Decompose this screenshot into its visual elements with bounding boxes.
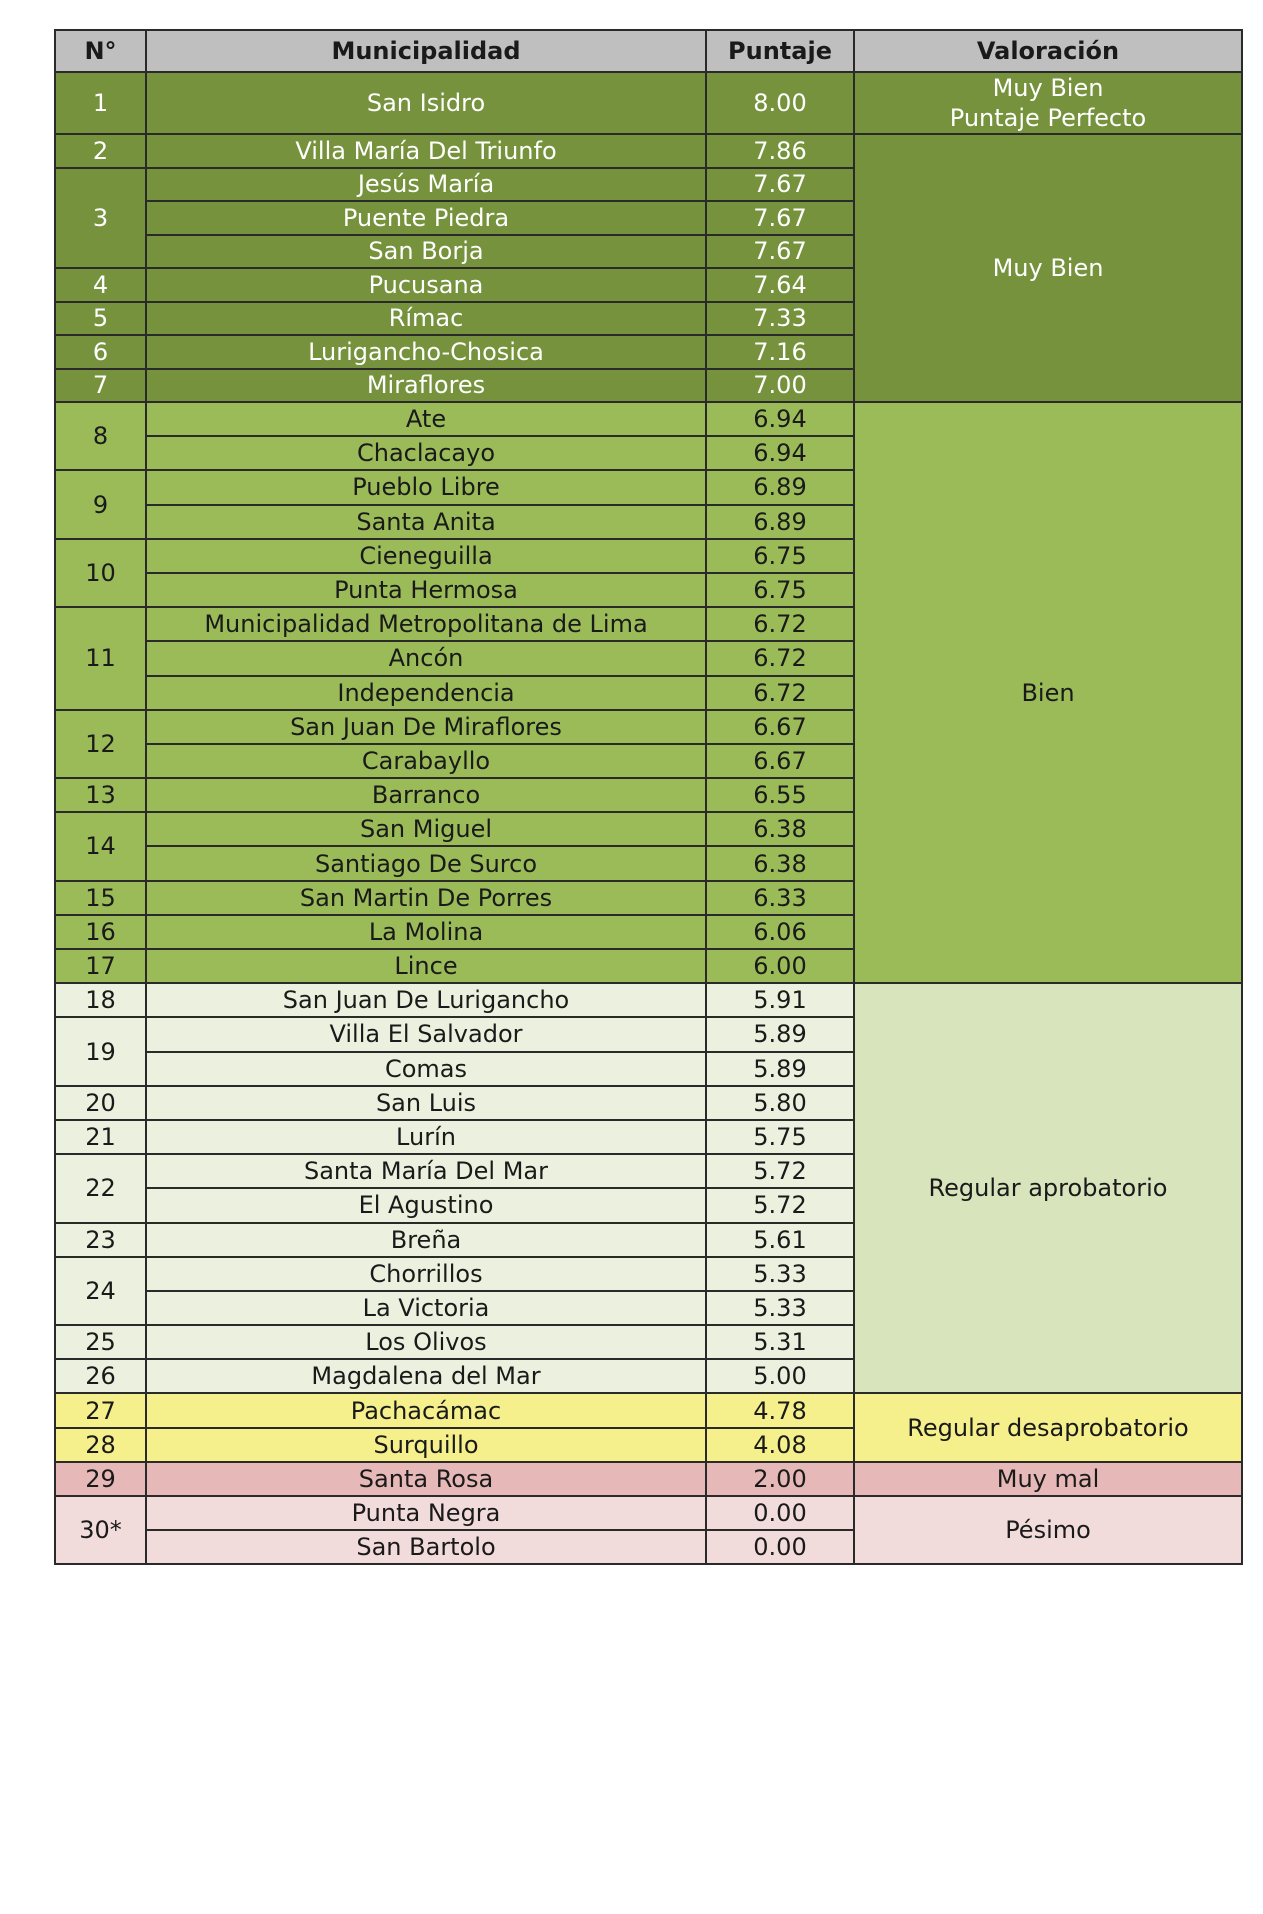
rank-cell: 11 bbox=[55, 607, 146, 710]
score-cell: 6.55 bbox=[706, 778, 854, 812]
ranking-body bbox=[55, 72, 1242, 1564]
valoracion-cell: Bien bbox=[854, 402, 1242, 983]
score-cell: 6.89 bbox=[706, 505, 854, 539]
rank-cell: 4 bbox=[55, 268, 146, 302]
rank-cell: 5 bbox=[55, 302, 146, 336]
score-cell: 6.38 bbox=[706, 812, 854, 846]
municipality-name-cell: Chorrillos bbox=[146, 1257, 706, 1291]
rank-cell: 1 bbox=[55, 72, 146, 134]
score-cell: 6.67 bbox=[706, 744, 854, 778]
municipality-name-cell: Villa El Salvador bbox=[146, 1017, 706, 1051]
rank-cell: 29 bbox=[55, 1462, 146, 1496]
rank-cell: 13 bbox=[55, 778, 146, 812]
rank-cell: 20 bbox=[55, 1086, 146, 1120]
municipality-name-cell: Santa María Del Mar bbox=[146, 1154, 706, 1188]
municipality-name-cell: Ate bbox=[146, 402, 706, 436]
municipality-name-cell: Puente Piedra bbox=[146, 201, 706, 235]
municipality-name-cell: Surquillo bbox=[146, 1428, 706, 1462]
valoracion-cell: Muy Bien bbox=[854, 134, 1242, 402]
score-cell: 4.08 bbox=[706, 1428, 854, 1462]
score-cell: 7.86 bbox=[706, 134, 854, 168]
rank-cell: 14 bbox=[55, 812, 146, 880]
score-cell: 6.00 bbox=[706, 949, 854, 983]
score-cell: 5.89 bbox=[706, 1017, 854, 1051]
municipality-name-cell: Ancón bbox=[146, 641, 706, 675]
score-cell: 5.80 bbox=[706, 1086, 854, 1120]
score-cell: 0.00 bbox=[706, 1496, 854, 1530]
table-row bbox=[55, 72, 1242, 134]
table-row bbox=[55, 1496, 1242, 1530]
header-rank: N° bbox=[55, 30, 146, 72]
municipality-name-cell: Cieneguilla bbox=[146, 539, 706, 573]
municipality-name-cell: San Martin De Porres bbox=[146, 881, 706, 915]
municipality-name-cell: Santa Rosa bbox=[146, 1462, 706, 1496]
municipality-name-cell: El Agustino bbox=[146, 1188, 706, 1222]
score-cell: 7.67 bbox=[706, 168, 854, 202]
score-cell: 4.78 bbox=[706, 1393, 854, 1427]
rank-cell: 23 bbox=[55, 1223, 146, 1257]
score-cell: 6.72 bbox=[706, 641, 854, 675]
municipality-name-cell: Pueblo Libre bbox=[146, 470, 706, 504]
score-cell: 5.31 bbox=[706, 1325, 854, 1359]
municipality-name-cell: Barranco bbox=[146, 778, 706, 812]
score-cell: 2.00 bbox=[706, 1462, 854, 1496]
score-cell: 6.33 bbox=[706, 881, 854, 915]
score-cell: 7.00 bbox=[706, 369, 854, 403]
municipality-name-cell: Breña bbox=[146, 1223, 706, 1257]
header-row bbox=[55, 30, 1242, 72]
header-valoracion: Valoración bbox=[854, 30, 1242, 72]
score-cell: 5.33 bbox=[706, 1257, 854, 1291]
header-puntaje: Puntaje bbox=[706, 30, 854, 72]
score-cell: 7.67 bbox=[706, 235, 854, 269]
valoracion-cell: Muy Bien Puntaje Perfecto bbox=[854, 72, 1242, 134]
municipality-name-cell: San Juan De Lurigancho bbox=[146, 983, 706, 1017]
municipality-name-cell: Los Olivos bbox=[146, 1325, 706, 1359]
score-cell: 7.67 bbox=[706, 201, 854, 235]
rank-cell: 18 bbox=[55, 983, 146, 1017]
municipality-name-cell: Magdalena del Mar bbox=[146, 1359, 706, 1393]
score-cell: 7.33 bbox=[706, 302, 854, 336]
rank-cell: 16 bbox=[55, 915, 146, 949]
municipality-name-cell: Comas bbox=[146, 1052, 706, 1086]
score-cell: 6.75 bbox=[706, 573, 854, 607]
valoracion-cell: Pésimo bbox=[854, 1496, 1242, 1564]
rank-cell: 15 bbox=[55, 881, 146, 915]
municipality-name-cell: Municipalidad Metropolitana de Lima bbox=[146, 607, 706, 641]
score-cell: 5.89 bbox=[706, 1052, 854, 1086]
municipality-name-cell: San Borja bbox=[146, 235, 706, 269]
municipality-name-cell: Carabayllo bbox=[146, 744, 706, 778]
score-cell: 6.67 bbox=[706, 710, 854, 744]
rank-cell: 12 bbox=[55, 710, 146, 778]
rank-cell: 8 bbox=[55, 402, 146, 470]
score-cell: 5.72 bbox=[706, 1154, 854, 1188]
score-cell: 6.75 bbox=[706, 539, 854, 573]
municipality-name-cell: Lurín bbox=[146, 1120, 706, 1154]
table-row bbox=[55, 402, 1242, 436]
ranking-table-container bbox=[54, 29, 1243, 1565]
score-cell: 5.00 bbox=[706, 1359, 854, 1393]
valoracion-cell: Regular aprobatorio bbox=[854, 983, 1242, 1393]
score-cell: 6.72 bbox=[706, 676, 854, 710]
table-row bbox=[55, 134, 1242, 168]
table-row bbox=[55, 1393, 1242, 1427]
valoracion-cell: Muy mal bbox=[854, 1462, 1242, 1496]
rank-cell: 3 bbox=[55, 168, 146, 269]
score-cell: 6.38 bbox=[706, 846, 854, 880]
score-cell: 8.00 bbox=[706, 72, 854, 134]
rank-cell: 2 bbox=[55, 134, 146, 168]
rank-cell: 10 bbox=[55, 539, 146, 607]
municipality-name-cell: Punta Hermosa bbox=[146, 573, 706, 607]
municipality-name-cell: Pachacámac bbox=[146, 1393, 706, 1427]
municipality-name-cell: San Isidro bbox=[146, 72, 706, 134]
municipality-name-cell: San Bartolo bbox=[146, 1530, 706, 1564]
rank-cell: 30* bbox=[55, 1496, 146, 1564]
rank-cell: 26 bbox=[55, 1359, 146, 1393]
municipality-name-cell: La Molina bbox=[146, 915, 706, 949]
municipality-name-cell: San Luis bbox=[146, 1086, 706, 1120]
municipality-name-cell: Lurigancho-Chosica bbox=[146, 335, 706, 369]
rank-cell: 25 bbox=[55, 1325, 146, 1359]
municipality-name-cell: Miraflores bbox=[146, 369, 706, 403]
rank-cell: 24 bbox=[55, 1257, 146, 1325]
rank-cell: 9 bbox=[55, 470, 146, 538]
rank-cell: 27 bbox=[55, 1393, 146, 1427]
municipality-name-cell: Pucusana bbox=[146, 268, 706, 302]
score-cell: 7.16 bbox=[706, 335, 854, 369]
municipality-name-cell: San Juan De Miraflores bbox=[146, 710, 706, 744]
rank-cell: 22 bbox=[55, 1154, 146, 1222]
score-cell: 6.06 bbox=[706, 915, 854, 949]
municipality-name-cell: San Miguel bbox=[146, 812, 706, 846]
score-cell: 7.64 bbox=[706, 268, 854, 302]
municipality-name-cell: La Victoria bbox=[146, 1291, 706, 1325]
municipality-name-cell: Chaclacayo bbox=[146, 436, 706, 470]
rank-cell: 28 bbox=[55, 1428, 146, 1462]
municipality-name-cell: Santiago De Surco bbox=[146, 846, 706, 880]
rank-cell: 17 bbox=[55, 949, 146, 983]
score-cell: 6.94 bbox=[706, 402, 854, 436]
municipality-name-cell: Punta Negra bbox=[146, 1496, 706, 1530]
score-cell: 0.00 bbox=[706, 1530, 854, 1564]
rank-cell: 7 bbox=[55, 369, 146, 403]
score-cell: 5.33 bbox=[706, 1291, 854, 1325]
table-row bbox=[55, 983, 1242, 1017]
score-cell: 6.89 bbox=[706, 470, 854, 504]
municipality-name-cell: Independencia bbox=[146, 676, 706, 710]
rank-cell: 6 bbox=[55, 335, 146, 369]
header-municipalidad: Municipalidad bbox=[146, 30, 706, 72]
rank-cell: 19 bbox=[55, 1017, 146, 1085]
score-cell: 5.72 bbox=[706, 1188, 854, 1222]
score-cell: 5.91 bbox=[706, 983, 854, 1017]
ranking-table bbox=[54, 29, 1243, 1565]
municipality-name-cell: Villa María Del Triunfo bbox=[146, 134, 706, 168]
municipality-name-cell: Santa Anita bbox=[146, 505, 706, 539]
score-cell: 5.61 bbox=[706, 1223, 854, 1257]
municipality-name-cell: Lince bbox=[146, 949, 706, 983]
score-cell: 5.75 bbox=[706, 1120, 854, 1154]
score-cell: 6.94 bbox=[706, 436, 854, 470]
table-row bbox=[55, 1462, 1242, 1496]
score-cell: 6.72 bbox=[706, 607, 854, 641]
municipality-name-cell: Jesús María bbox=[146, 168, 706, 202]
municipality-name-cell: Rímac bbox=[146, 302, 706, 336]
rank-cell: 21 bbox=[55, 1120, 146, 1154]
valoracion-cell: Regular desaprobatorio bbox=[854, 1393, 1242, 1461]
